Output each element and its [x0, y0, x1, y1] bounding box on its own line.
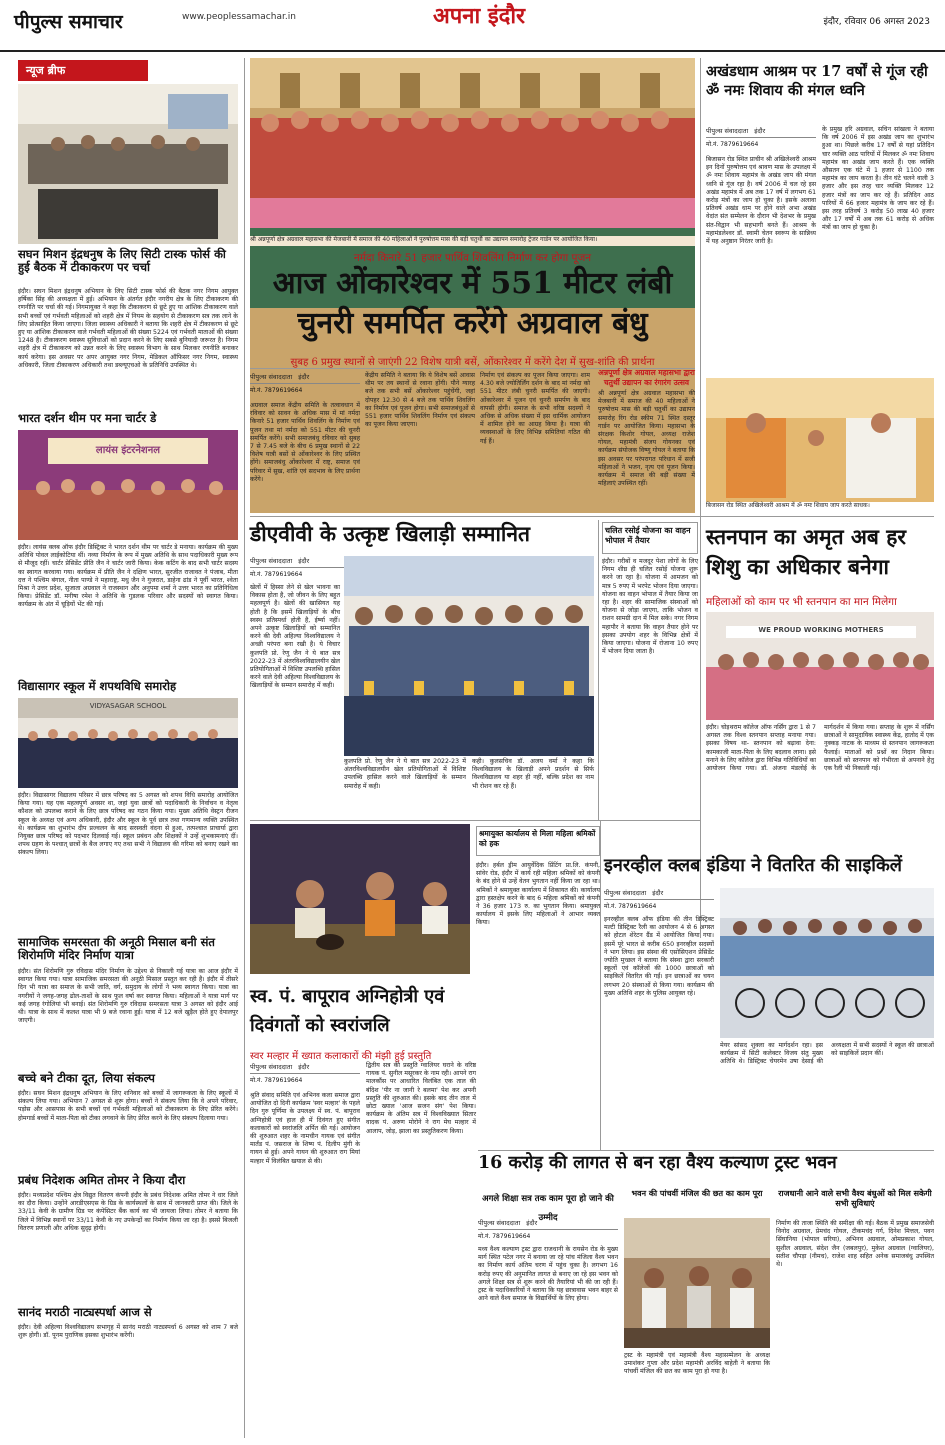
- classical-byline: पीपुल्स संवाददाता इंदौर मो.नं. 7879619664: [250, 1062, 360, 1088]
- website: www.peoplessamachar.in: [182, 12, 296, 22]
- brief-headline-1: भारत दर्शन थीम पर मना चार्टर डे: [18, 411, 157, 425]
- brief-text-3: इंदौर। संत शिरोमणि गुरु रविदास मंदिर निर्माण के उद्देश्य से निकाली गई यात्रा का आज इंदौर में स्वागत किया गया। यात्रा सामाजिक समरसता की अनूठी मिसाल प्रस्तुत कर रही है। इंदौर में तीसरे दिन भी यात्रा का समाज के सभी जाति, वर्ग, समुदाय के लोगों ने भव्य स्वागत किया। यात्रा का नगरीयों ने जगह-जगह ढोल-ताशों के साथ फूल वर्षा कर स्वागत किया। महिलाओं ने यात्रा मार्ग पर कई जगह रंगोलियां भी बनाई। संत शिरोमणि गुरु रविदास समरसता यात्रा 3 अगस्त को इंदौर आई थी। यात्रा के साथ में कलश यात्रा भी 9 बजे रवाना हुई। यात्रा में 12 बजे खुड़ैल होते हुए देपालपुर जाएगी।: [18, 968, 238, 1025]
- brief-text-5: इंदौर। मध्यप्रदेश पश्चिम क्षेत्र विद्युत वितरण कंपनी इंदौर के प्रबंध निदेशक अमित तोमर ने धार जिले का दौरा किया। उन्होंने आरडीएसएस के ग्रिड के कार्यस्थलों के साथ में जानकारी प्राप्त की। जिले के 33/11 केवी के ग्रामीण ग्रिड पर कंपेसिटर बैंक कार्य का भी जायजा लिया। तोमर ने बताया कि जिले में विभिन्न स्थानों पर 33/11 केवी के नए उपकेन्द्रों का निर्माण किया जा रहा है। इससे बिजली वितरण प्रणाली और अधिक सुदृढ़ होगी।: [18, 1192, 238, 1232]
- brief-headline-2: विद्यासागर स्कूल में शपथविधि समारोह: [18, 679, 177, 693]
- brief-headline-4: बच्चे बने टीका दूत, लिया संकल्प: [18, 1071, 155, 1085]
- brief-headline-0: सघन मिशन इंद्रधनुष के लिए सिटी टास्क फोर्स की हुई बैठक में टीकाकरण पर चर्चा: [18, 247, 226, 274]
- annapurna-text: श्री अन्नपूर्णा क्षेत्र अग्रवाल महासभा की मेजबानी में समाज की 40 महिलाओं ने पुरुषोत्तम मास की बड़ी चतुर्थी का उद्यापन समारोह रिंग रोड स्कीम 71 स्थित दस्तूर गार्डन पर आयोजित किया। महासभा के संरक्षक किशोर गोयल, अध्यक्ष राजेश गोयल, महामंत्री संजय गोयनका एवं कार्यक्रम संयोजक विष्णु गोयल ने बताया कि इस अवसर पर परंपरागत परिधान में सजी महिलाओं ने भजन, नृत्य एवं पूजन किया। कार्यक्रम में समाज की बड़ी संख्या में महिलाएं उपस्थित रहीं।: [598, 390, 695, 488]
- kitchen-headline-box: [602, 522, 698, 554]
- vaishya-box-1: भवन की पांचवीं मंजिल की छत का काम पूरा: [631, 1188, 763, 1198]
- column-divider: [598, 520, 599, 820]
- akhand-photo: [706, 378, 934, 510]
- column-divider: [700, 58, 701, 938]
- lead-photo-caption: श्री अन्नपूर्णा क्षेत्र अग्रवाल महासभा की मेजबानी में समाज की 40 महिलाओं ने पुरुषोत्तम मास की बड़ी चतुर्थी का उद्यापन समारोह ट्रेजर गार्डन पर आयोजित किया।: [250, 236, 695, 246]
- section-title: अपना इंदौर: [432, 3, 526, 29]
- breastfeeding-text: इंदौर। चोइथराम कॉलेज ऑफ नर्सिंग द्वारा 1 से 7 अगस्त तक विश्व स्तनपान सप्ताह मनाया गया। इसका विषय था- स्तनपान को बढ़ावा देना: कामकाजी माता-पिता के लिए बदलाव लाना। इसे मनाने के लिए कॉलेज द्वारा विभिन्न गतिविधियों का आयोजन किया गया। डॉ. अंजना मंडलोई के मार्गदर्शन में किया गया। सप्ताह के शुरू में नर्सिंग छात्राओं ने सामुदायिक स्वास्थ्य केंद्र, हातोद में एक नुक्कड़ नाटक के माध्यम से स्तनपान जागरूकता फैलाई। माताओं को प्रश्नों का निदान किया। छात्राओं को स्तनपान को गंभीरता से अपनाने हेतु एक रैली भी निकाली गई।: [706, 724, 934, 773]
- lead-col-1: अग्रवाल समाज केंद्रीय समिति के तत्वावधान में रविवार को सावन के अधिक मास में मां नर्मदा किनारे 51 हजार पार्थिव शिवलिंग के निर्माण एवं पूजन तथा मां नर्मदा को 551 मीटर की चुनरी समर्पित करेंगे। सभी समाजबंधु रविवार को सुबह 7 से 7.45 बजे के बीच 6 प्रमुख स्थानों से 22 विशेष यात्री बसों से ओंकारेश्वर के लिए प्रस्थित होंगे। समाजबंधु ओंकारेश्वर में राष्ट्र, समाज एवं परिवार में सुख, शांति एवं सदभाव के लिए प्रार्थना करेंगे।: [250, 402, 360, 483]
- logo-text: पीपुल्स समाचार: [14, 11, 123, 33]
- labour-headline-box: [476, 826, 600, 856]
- brief-text-4: इंदौर। सघन मिशन इंद्रधनुष अभियान के लिए शनिवार को बच्चों में जागरूकता के लिए स्कूलों में संकल्प लिया गया। अभियान 7 अगस्त से शुरू होगा। बच्चों ने संकल्प लिया कि वे अपने परिवार, पड़ोस और आसपास के सभी बच्चों एवं गर्भवती महिलाओं को टीकाकरण के लिए प्रेरित करेंगे। होमगार्ड बच्चों में माता-पिता को टीका लगवाने के लिए प्रेरित करने के लिए संकल्प दिलाया गया।: [18, 1090, 238, 1122]
- dav-text: खेलों में हिस्सा लेने से खेल भावना का विकास होता है, जो जीवन के लिए बहुत महत्वपूर्ण है। खेलों की खासियत यह होती है कि इसमें खिलाड़ियों के बीच स्वस्थ प्रतिस्पर्धा होती है, ईर्ष्या नहीं। अपने उत्कृष्ट खिलाड़ियों को सम्मानित करने की देवी अहिल्या विश्वविद्यालय ने अच्छी परंपरा बना रखी है। ये विचार कुलपति प्रो. रेणु जैन ने ये बात सत्र 2022-23 में अंतरविश्वविद्यालयीन खेल प्रतियोगिताओं में विशिष्ट उपलब्धि हासिल करने वाले देवी अहिल्या विश्वविद्यालय के खिलाड़ियों के सम्मान समारोह में कही।: [250, 584, 340, 690]
- news-brief-column: [18, 60, 238, 1440]
- brief-text-6: इंदौर। देवी अहिल्या विश्वविद्यालय सभागृह में सानंद मराठी नाट्यस्पर्धा 6 अगस्त को शाम 7 बजे शुरू होगी। डॉ. पूनम पुराणिक इसका शुभारंभ करेंगी।: [18, 1324, 238, 1340]
- akhand-text-1: बिजासन रोड स्थित प्राचीन श्री अखिलेश्वरी आश्रम इन दिनों पुरुषोत्तम एवं श्रावण मास के उपलक्ष्य में ॐ नमः शिवाय महामंत्र के अखंड जाप की मंगल ध्वनि से गूंज रहा है। वर्ष 2006 में चल रहे इस अखंड महामंत्र में अब तक 17 वर्ष में लगभग 61 करोड़ मंत्रों का जाप हो चुका है। इसके अलावा प्रतिवर्ष अखंड धाम पर होने वाले अभा अखंड वेदांत संत सम्मेलन के दौरान भी देशभर के प्रमुख संत-विद्वान भी सहभागी बनते हैं। आश्रम के महामंडलेश्वर डॉ. स्वामी चेतन स्वरूप के सान्निध्य में यह अनुष्ठान निरंतर जारी है।: [706, 156, 816, 246]
- cycles-photo: [720, 888, 934, 1038]
- vaishya-photo: [624, 1218, 770, 1348]
- cycles-text: इनरव्हील क्लब ऑफ इंडिया की तीन डिस्ट्रिक्ट मल्टी डिस्ट्रिक्ट रैली का आयोजन 4 से 6 अगस्त को होटल शेरेटन ग्रैंड में आयोजित किया गया। इसमें पूरे भारत से करीब 650 इनरव्हील सदस्यों ने भाग लिया। इस संस्था की एसोसिएशन प्रेसिडेंट ज्योति मुच्छल ने बताया कि संस्था द्वारा सरकारी स्कूलों एवं कॉलेजों की 1000 छात्राओं को साइकिलें वितरित की गईं। इन छात्राओं का चयन लगभग 20 संस्थाओं से किया गया। कार्यक्रम की मुख्य अतिथि शहर के पुलिस आयुक्त रहे।: [604, 916, 714, 997]
- section-rule: [478, 1150, 934, 1151]
- dav-byline: पीपुल्स संवाददाता इंदौर मो.नं. 7879619664: [250, 556, 360, 582]
- annapurna-headline: अन्नपूर्णा क्षेत्र अग्रवाल महासभा द्वारा चतुर्थी उद्यापन का रंगारंग उत्सव: [598, 368, 695, 387]
- kitchen-headline: चलित रसोई योजना का वाहन भोपाल में तैयार: [605, 525, 691, 545]
- vaishya-text-2: निर्माण की ताजा स्थिति की समीक्षा की गई। बैठक में प्रमुख समाजसेवी विनोद अग्रवाल, प्रेमचंद गोयल, टीकमचंद गर्ग, दिनेश मित्तल, पवन सिंघानिया (भोपाल सरिया), अभिनव अग्रवाल, ओमप्रकाश गोयल, सुशील अग्रवाल, संदेश जैन (जबलपुर), मुकेश अग्रवाल (ग्वालियर), सतीश चौपड़ा (नीमच), राजेश शाह सहित अनेक समाजबंधु उपस्थित थे।: [776, 1220, 934, 1269]
- meeting-photo: [18, 84, 238, 244]
- cycles-headline: इनरव्हील क्लब इंडिया ने वितरित की साइकिलें: [604, 855, 902, 876]
- brief-headline-6: सानंद मराठी नाट्यस्पर्धा आज से: [18, 1305, 152, 1319]
- dav-photo: [344, 556, 594, 756]
- classical-text-1: श्रुति संवाद समिति एवं अभिनव कला समाज द्वारा आयोजित दो दिनी कार्यक्रम 'स्वर मल्हार' के पहले दिन गुरु पूर्णिमा के उपलक्ष्य में स्व. पं. बापूराव अग्निहोत्री एवं हाल ही में दिवंगत हुए संगीत कलाकारों को स्वरांजलि अर्पित की गई। आयोजन की शुरुआत शहर के नामचीन गायक एवं संगीत मार्तंड पं. जसराज के शिष्य पं. दिलीप मुंगी के गायन से हुई। अपने गायन की शुरुआत राग मियां मल्हार में विलंबित खयाल से की।: [250, 1092, 360, 1165]
- kitchen-text: इंदौर। गरीबों व मजदूर पेशा लोगों के लिए निगम शीघ्र ही चलित रसोई योजना शुरू करने जा रहा है। योजना में आमजन को मात्र 5 रुपए में भरपेट भोजन दिया जाएगा। योजना का वाहन भोपाल में तैयार किया जा रहा है। शहर की सामाजिक संस्थाओं को योजना से जोड़ा जाएगा, ताकि भोजन व राशन सामग्री दान में मिल सके। नगर निगम महापौर ने बताया कि वाहन तैयार होने पर इसका उपयोग शहर के विभिन्न क्षेत्रों में किया जाएगा। योजना में रोजाना 10 रुपए में भोजन दिया जाता है।: [602, 558, 698, 656]
- vaishya-box-2: राजधानी आने वाले सभी वैश्य बंधुओं को मिल सकेगी सभी सुविधाएं: [778, 1188, 932, 1208]
- classical-subhead: स्वर मल्हार में ख्यात कलाकारों की मंझी हुई प्रस्तुति: [250, 1051, 432, 1062]
- column-divider: [600, 820, 601, 1150]
- lead-subhead: सुबह 6 प्रमुख स्थानों से जाएंगी 22 विशेष यात्री बसें, ओंकारेश्वर में करेंगे देश में सुख-शांति की प्रार्थना: [290, 357, 655, 368]
- brief-text-2: इंदौर। विद्यासागर विद्यालय परिसर में छात्र परिषद का 5 अगस्त को शपथ विधि समारोह आयोजित किया गया। यह एक महत्वपूर्ण अवसर था, जहां युवा छात्रों को पदाधिकारी के निर्वाचन व नेतृत्व कौशल को उपलब्ध कराने के लिए छात्र परिषद का गठन किया गया। मुख्य अतिथि वेस्ट्रन रीजन स्कूल के अध्यक्ष एवं अन्य अधिकारी, इंदौर और स्कूल के पूर्व छात्र तथा गणमान्य व्यक्ति उपस्थित थे। कार्यक्रम का शुभारंभ दीप प्रज्वलन के बाद सरस्वती वंदना से हुआ, तत्पश्चात प्राचार्या द्वारा नियुक्त छात्र परिषद को पदभार दिलवाई गई। स्कूल प्रबंधन और शिक्षकों ने उन्हें शुभकामनाएं दीं। शपथ ग्रहण के पश्चात् छात्रों के बैज लगाए गए तथा सभी ने विद्यालय की गरिमा को बनाए रखने का संकल्प लिया।: [18, 792, 238, 857]
- breastfeeding-headline: स्तनपान का अमृत अब हर शिशु का अधिकार बनेगा: [706, 524, 906, 579]
- vidyasagar-photo: [18, 698, 238, 788]
- akhand-headline: अखंडधाम आश्रम पर 17 वर्षों से गूंज रही ॐ नमः शिवाय की मंगल ध्वनि: [706, 63, 928, 99]
- annapurna-box: [598, 368, 695, 513]
- akhand-caption: बिजासन रोड स्थित अखिलेश्वरी आश्रम में ॐ नमः शिवाय जाप करते साधक।: [706, 502, 934, 512]
- concert-photo: [250, 824, 470, 974]
- cycles-byline: पीपुल्स संवाददाता इंदौर मो.नं. 7879619664: [604, 888, 714, 914]
- mothers-banner: WE PROUD WORKING MOTHERS: [726, 626, 916, 638]
- brief-headline-3: सामाजिक समरसता की अनूठी मिसाल बनी संत शिरोमणि मंदिर निर्माण यात्रा: [18, 935, 215, 962]
- dateline: इंदौर, रविवार 06 अगस्त 2023: [823, 17, 930, 27]
- vaishya-kicker: अगले शिक्षा सत्र तक काम पूरा हो जाने की उम्मीद: [482, 1194, 614, 1223]
- masthead: [0, 0, 945, 52]
- dav-headline: डीएवीवी के उत्कृष्ट खिलाड़ी सम्मानित: [250, 521, 530, 546]
- lead-col-2: केंद्रीय समिति ने बताया कि ये विशेष बसें आवास थीम पर तय स्थानों से रवाना होंगी। पौने ग्यारह बजे तक सभी बसें ओंकारेश्वर पहुंचेंगी, जहां दोपहर 12.30 से 4 बजे तक पार्थिव शिवलिंग का निर्माण एवं पूजन होगा। सभी समाजबंधुओं से 551 हजार पार्थिव शिवलिंग निर्माण एवं संकल्प का पूजन किया जाएगा।: [365, 372, 475, 429]
- school-banner: VIDYASAGAR SCHOOL: [89, 702, 167, 710]
- classical-headline: स्व. पं. बापूराव अग्निहोत्री एवं दिवंगतों को स्वरांजलि: [250, 986, 445, 1036]
- vaishya-byline: पीपुल्स संवाददाता इंदौर मो.नं. 7879619664: [478, 1218, 618, 1244]
- section-rule: [250, 516, 934, 517]
- column-divider: [244, 58, 245, 1438]
- vaishya-photo-caption: ट्रस्ट के महामंत्री एवं महामंत्री वैश्य महासम्मेलन के अध्यक्ष उमाशंकर गुप्ता और प्रदेश महामंत्री अरविंद बाहेती ने बताया कि पांचवीं मंजिल की छत का काम पूरा हो गया है।: [624, 1352, 770, 1376]
- lions-banner: लायंस इंटरनेशनल: [95, 445, 161, 456]
- cycles-text-2: मेयर सांसद शुक्ला का मार्गदर्शन रहा। इस कार्यक्रम में सिटी कलेक्टर विजय संतु मुख्य अतिथि थे। डिस्ट्रिक्ट चेयरमेन उषा देसाई की अध्यक्षता में सभी सदस्यों ने स्कूल की छात्राओं को साइकिलें प्रदान कीं।: [720, 1042, 934, 1066]
- brief-text-1: इंदौर। लायंस क्लब ऑफ इंदौर डिस्ट्रिक्ट ने भारत दर्शन थीम पर चार्टर डे मनाया। कार्यक्रम की मुख्य अतिथि पोवल लाईकोटिया थीं। नव्या निर्माण के रूप में मुख्य अतिथि के साथ पदाधिकारी मुख्य रूप से मौजूद रहीं। चार्टर प्रेसिडेंट प्रीति जैन ने चार्टर जारी किया। केक कटिंग के बाद सभी चार्टर सदस्य का स्वागत करवाया गया। कार्यक्रम में प्रीति जैन ने दक्षिण भारत, सुरजीत राजावत ने पंजाब, मीता दत्त ने पश्चिम बंगाल, नीता पाण्डे ने महाराष्ट्र, मधु जैन ने गुजरात, डाहेना ढांड ने पूर्वी भारत, श्वेता मिश्रा ने उत्तर प्रदेश, सुजाता अग्रवाल ने राजस्थान और अनुपमा शर्मा ने उत्तर भारत का प्रतिनिधित्व किया। प्रेसिडेंट डॉ. मनीषा रमेश ने अतिथि के गुडलक परिवार और सदस्यों को स्वागत किया। कार्यक्रम के अंत में चूड़ियों भेंट की गई।: [18, 544, 238, 609]
- brief-headline-5: प्रबंध निदेशक अमित तोमर ने किया दौरा: [18, 1173, 186, 1187]
- vaishya-headline: 16 करोड़ की लागत से बन रहा वैश्य कल्याण ट्रस्ट भवन: [478, 1153, 837, 1173]
- breastfeeding-subhead: महिलाओं को काम पर भी स्तनपान का मान मिलेगा: [706, 596, 897, 608]
- lions-club-photo: [18, 430, 238, 540]
- brief-text-0: इंदौर। सघन मिशन इंद्रधनुष अभियान के लिए सिटी टास्क फोर्स की बैठक नगर निगम आयुक्त हर्षिका सिंह की अध्यक्षता में हुई। अभियान के अंतर्गत इंदौर नगरीय क्षेत्र के लिए टीकाकरण की रणनीति पर चर्चा की गई। निगमायुक्त ने कहा कि टीकाकरण से छूटे हुए या आंशिक टीकाकरण वाले सभी बच्चों एवं गर्भवती महिलाओं को शहरी क्षेत्र में नियम के सहयोग से टीकाकरण सत्र तक लाने के लिए प्रोत्साहित किया जाएगा। जिला स्वास्थ्य अधिकारी ने बताया कि शहरी क्षेत्र में टीकाकरण से छूटे हुए या आंशिक टीकाकरण वाले गर्भवती महिलाओं की संख्या 5224 एवं गर्भवती माताओं की संख्या 1248 है। टीकाकरण स्वास्थ्य सुविधाओं को प्रदान करने के लिए सबसे बुनियादी जरूरत है। निगम शहरी क्षेत्र में टीकाकरण को उन्नत करने के लिए स्वास्थ्य विभाग के साथ मिलकर रणनीति बनाकर कार्य करेगा। इस अवसर पर अपर आयुक्त नगर निगम, मेडिकल ऑफिसर नगर निगम, स्वास्थ्य अधिकारी, जिला टीकाकरण अधिकारी तथा डब्ल्यूएचओ के प्रतिनिधि उपस्थित थे।: [18, 288, 238, 369]
- lead-byline: पीपुल्स संवाददाता इंदौर मो.नं. 7879619664: [250, 372, 360, 398]
- dav-caption: कुलपति प्रो. रेणु जैन ने ये बात सत्र 2022-23 में अंतरविश्वविद्यालयीन खेल प्रतियोगिताओं में विशिष्ट उपलब्धि हासिल करने वाले खिलाड़ियों के सम्मान समारोह में कही।: [344, 758, 466, 790]
- lead-col-3: निर्माण एवं संकल्प का पूजन किया जाएगा। शाम 4.30 बजे ज्योतिर्लिंग दर्शन के बाद मां नर्मदा को 551 मीटर लंबी चुनरी समर्पित की जाएगी। ओंकारेश्वर में पूजन एवं चुनरी समर्पण के बाद वापसी होगी। समाज के सभी वरिष्ठ सदस्यों ने अधिक से अधिक संख्या में इस धार्मिक आयोजन में शामिल होने का आग्रह किया है। यात्रा की व्यवस्थाओं के लिए विभिन्न समितियां गठित की गई हैं।: [480, 372, 590, 445]
- section-rule: [250, 820, 700, 821]
- lead-headline: आज ओंकारेश्वर में 551 मीटर लंबी चुनरी समर्पित करेंगे अग्रवाल बंधु: [272, 266, 673, 341]
- vaishya-text: मध्य वैश्य कल्याण ट्रस्ट द्वारा राजधानी के रायसेन रोड के मुख्य मार्ग स्थित पटेल नगर में बनाया जा रहे पांच मंजिला वैश्य भवन का निर्माण कार्य अंतिम चरण में पहुंच चुका है। लगभग 16 करोड़ रुपए की अनुमानित लागत से बनाए जा रहे इस भवन को अगले शिक्षा सत्र से शुरू करने की तैयारियां भी की जा रही हैं। ट्रस्ट के पदाधिकारियों ने बताया कि यह छात्रावास भवन बाहर से आने वाले वैश्य समाज के विद्यार्थियों के लिए होगा।: [478, 1246, 618, 1303]
- akhand-byline: पीपुल्स संवाददाता इंदौर मो.नं. 7879619664: [706, 126, 816, 152]
- dav-text-2: कही। कुलसचिव डॉ. अजय वर्मा ने कहा कि विश्वविद्यालय के खिलाड़ी अपने प्रदर्शन से सिर्फ विश्वविद्यालय या शहर ही नहीं, बल्कि प्रदेश का नाम भी रोशन कर रहे हैं।: [472, 758, 594, 790]
- breastfeeding-photo: [706, 612, 934, 720]
- labour-text: इंदौर। हर्बल ड्रीम आयुर्वेदिक प्रिंटिंग प्रा.लि. कंपनी, सांवेर रोड, इंदौर में कार्य रही महिला श्रमिकों को कंपनी के बंद होने से उन्हें वेतन भुगतान नहीं किया जा रहा था। श्रमिकों ने श्रमायुक्त कार्यालय में शिकायत की। कार्यालय द्वारा हस्तक्षेप करने के बाद 6 महिला श्रमिकों को कंपनी ने 36 हजार 173 रु. का भुगतान किया। श्रमायुक्त कार्यालय में इसके लिए महिलाओं ने आभार व्यक्त किया।: [476, 862, 600, 927]
- labour-headline: श्रमायुक्त कार्यालय से मिला महिला श्रमिकों को हक: [479, 829, 596, 848]
- lead-kicker: नर्मदा किनारे 51 हजार पार्थिव शिवलिंग निर्माण कर होगा पूजन: [353, 252, 592, 264]
- news-brief-label: न्यूज ब्रीफ: [18, 60, 148, 81]
- akhand-text-2: के प्रमुख हरि अग्रवाल, सचिन सांखला ने बताया कि वर्ष 2006 में इस अखंड जाप का शुभारंभ हुआ था। पिछले करीब 17 वर्षों से यहां प्रतिदिन चार व्यक्ति आठ पारियों में मिलकर ॐ नमः शिवाय महामंत्र का अखंड जाप करते हैं। एक व्यक्ति औसतन एक घंटे में 1 हजार से 1100 तक महामंत्र का जाप करता है। तीन घंटे चलने वाली 3 हजार और इस तरह चार व्यक्ति मिलकर 12 हजार मंत्रों का जाप कर रहे हैं। प्रतिदिन आठ पारियों में 66 हजार महामंत्र के जाप कर रहे हैं। इस तरह प्रतिवर्ष 3 करोड़ 50 लाख 40 हजार और 17 वर्षों में अब तक 61 करोड़ से अधिक मंत्रों का जाप हो चुका है।: [822, 126, 934, 232]
- classical-text-2: द्वितीय सत्र की प्रस्तुति ग्वालियर घराने के वरिष्ठ गायक पं. सुनील मसूरकर के नाम रही। आपने राग मालकौंस पर आधारित विलंबित एक ताल की बंदिश 'पीर ना जानी रे बलमा' पेश कर अपनी प्रस्तुति की शुरुआत की। इसके बाद तीन ताल में छोटा ख्याल 'आज सजन संग' पेश किया। कार्यक्रम के अंतिम सत्र में विश्वविख्यात सितार वादक पं. अरुण मोरोने ने राग मेघ मल्हार में आलाप, जोड़, झाला का प्रस्तुतिकरण किया।: [366, 1062, 476, 1135]
